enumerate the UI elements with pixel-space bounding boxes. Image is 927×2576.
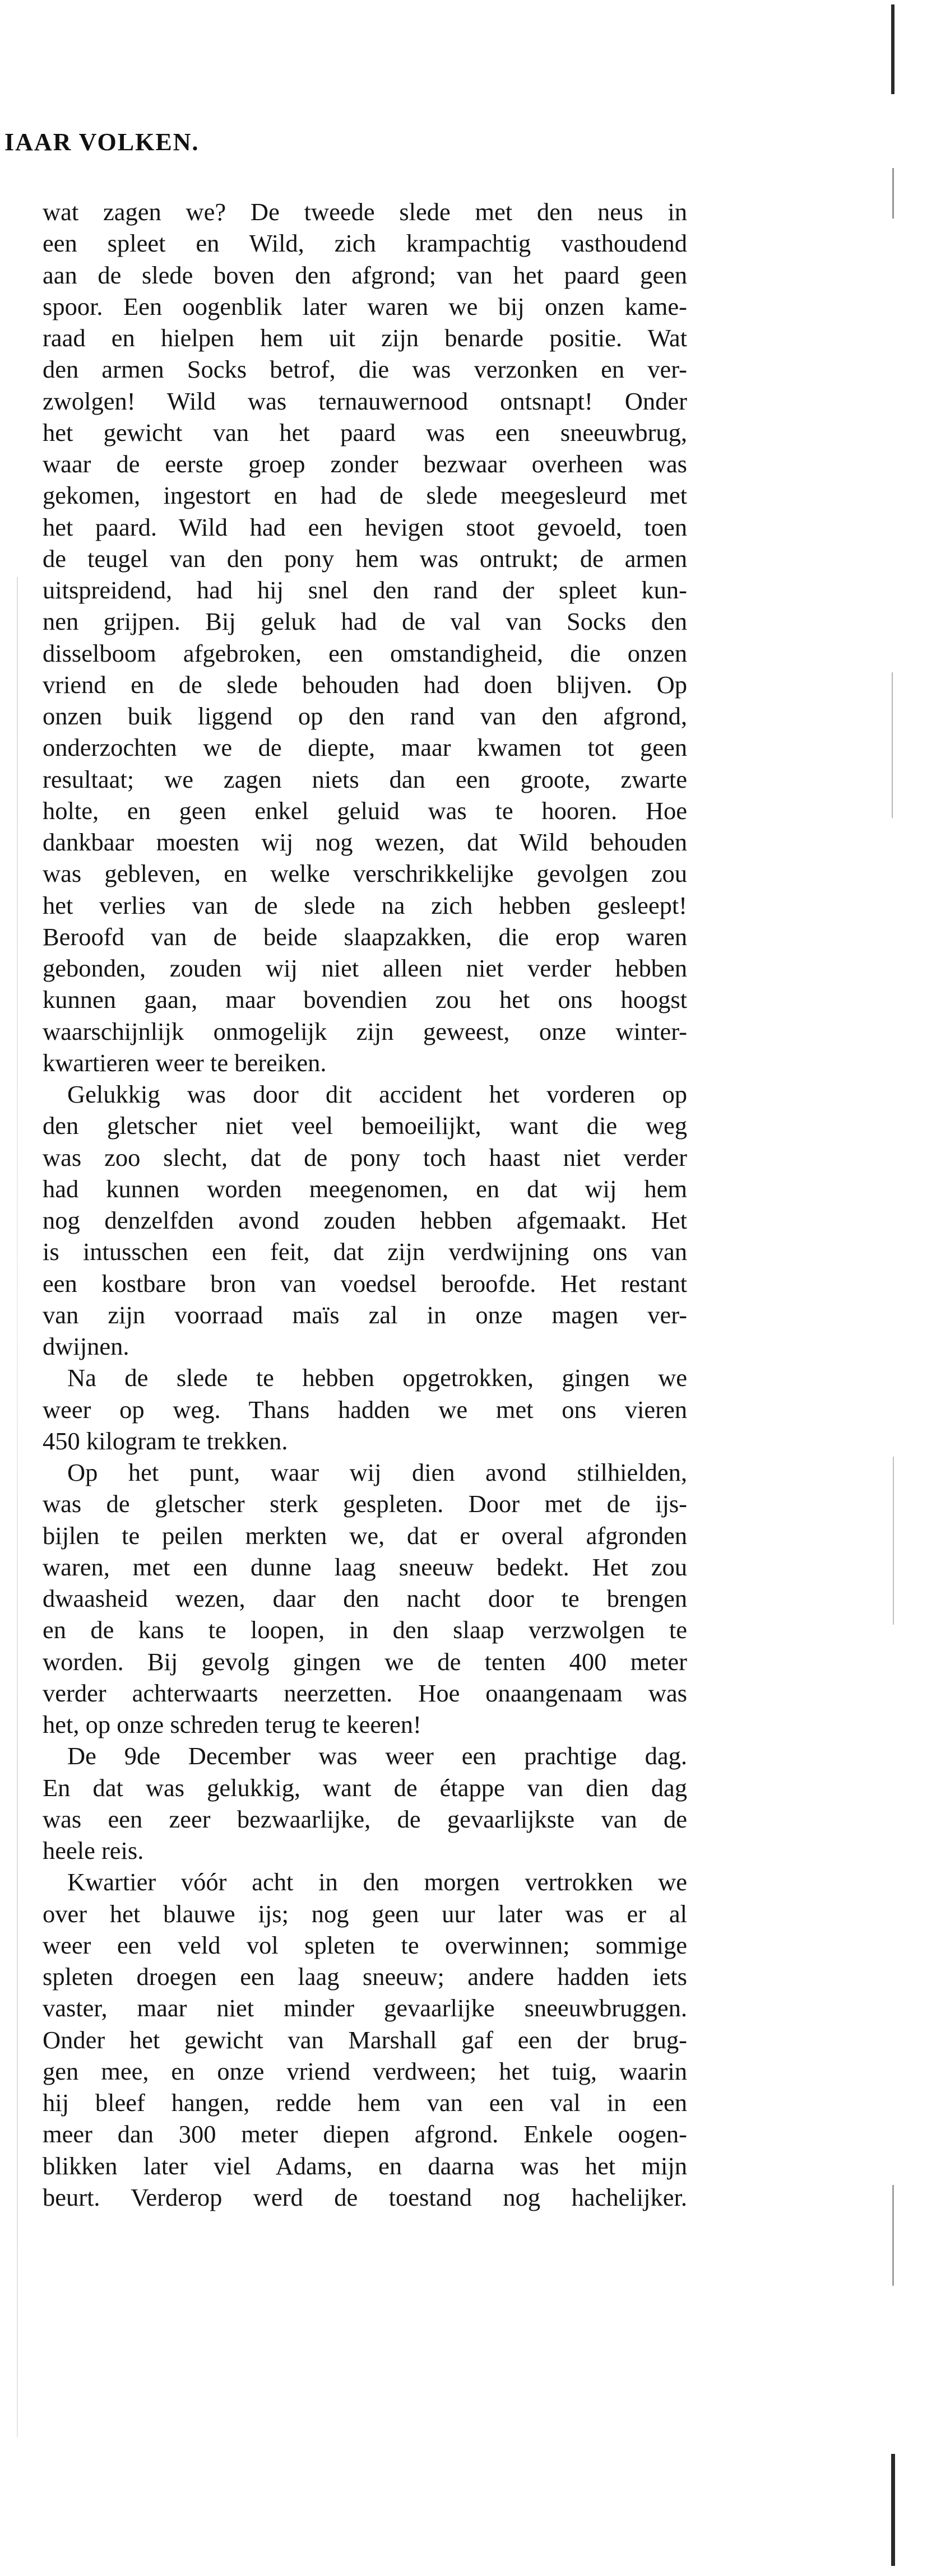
text-line: aan de slede boven den afgrond; van het paard geen <box>43 261 687 289</box>
text-line: het, op onze schreden terug te keeren! <box>43 1710 421 1738</box>
text-line: gen mee, en onze vriend verdween; het tuig, waarin <box>43 2057 687 2085</box>
body-text <box>43 196 687 2213</box>
text-line: is intusschen een feit, dat zijn verdwijning ons van <box>43 1238 687 1266</box>
text-line: spleten droegen een laag sneeuw; andere hadden iets <box>43 1963 687 1991</box>
text-line: wat zagen we? De tweede slede met den neus in <box>43 198 687 226</box>
text-line: gekomen, ingestort en had de slede meegesleurd met <box>43 481 687 510</box>
text-line: waren, met een dunne laag sneeuw bedekt. Het zou <box>43 1552 687 1581</box>
page-edge <box>881 0 903 2576</box>
text-line: beurt. Verderop werd de toestand nog hachelijker. <box>43 2183 687 2211</box>
text-line: weer op weg. Thans hadden we met ons vieren <box>43 1395 687 1424</box>
text-line: vaster, maar niet minder gevaarlijke sneeuwbruggen. <box>43 1994 687 2022</box>
text-line: den armen Socks betrof, die was verzonken en ver- <box>43 355 687 384</box>
text-line: 450 kilogram te trekken. <box>43 1426 288 1455</box>
text-line: Op het punt, waar wij dien avond stilhielden, <box>67 1458 687 1486</box>
text-line: waar de eerste groep zonder bezwaar overheen was <box>43 450 687 478</box>
text-line: Kwartier vóór acht in den morgen vertrokken we <box>67 1868 687 1896</box>
text-line: Gelukkig was door dit accident het vorderen op <box>67 1080 687 1108</box>
text-line: was zoo slecht, dat de pony toch haast niet verder <box>43 1143 687 1171</box>
text-line: was een zeer bezwaarlijke, de gevaarlijkste van de <box>43 1805 687 1833</box>
text-line: bijlen te peilen merkten we, dat er overal afgronden <box>43 1521 687 1550</box>
text-line: was gebleven, en welke verschrikkelijke gevolgen zou <box>43 859 687 888</box>
text-line: gebonden, zouden wij niet alleen niet verder hebben <box>43 954 687 982</box>
text-line: Beroofd van de beide slaapzakken, die erop waren <box>43 922 687 951</box>
text-line: De 9de December was weer een prachtige dag. <box>67 1742 687 1770</box>
text-line: uitspreidend, had hij snel den rand der spleet kun- <box>43 576 687 604</box>
text-line: weer een veld vol spleten te overwinnen; sommige <box>43 1931 687 1959</box>
text-line: Onder het gewicht van Marshall gaf een der brug- <box>43 2025 687 2054</box>
running-head: IAAR VOLKEN. <box>4 128 200 156</box>
text-line: meer dan 300 meter diepen afgrond. Enkele oogen- <box>43 2120 687 2149</box>
text-line: een spleet en Wild, zich krampachtig vasthoudend <box>43 229 687 258</box>
text-line: had kunnen worden meegenomen, en dat wij hem <box>43 1174 687 1203</box>
text-line: dwaasheid wezen, daar den nacht door te brengen <box>43 1584 687 1612</box>
text-line: het verlies van de slede na zich hebben gesleept! <box>43 891 687 919</box>
text-line: het gewicht van het paard was een sneeuwbrug, <box>43 418 687 447</box>
text-line: en de kans te loopen, in den slaap verzwolgen te <box>43 1616 687 1644</box>
text-line: onderzochten we de diepte, maar kwamen tot geen <box>43 733 687 762</box>
text-line: dwijnen. <box>43 1332 129 1360</box>
text-line: van zijn voorraad maïs zal in onze magen ver- <box>43 1300 687 1329</box>
text-line: verder achterwaarts neerzetten. Hoe onaangenaam was <box>43 1678 687 1707</box>
text-line: het paard. Wild had een hevigen stoot gevoeld, toen <box>43 513 687 541</box>
text-line: Na de slede te hebben opgetrokken, gingen we <box>67 1364 687 1392</box>
text-line: was de gletscher sterk gespleten. Door met de ijs- <box>43 1490 687 1518</box>
gutter-shadow <box>17 577 18 2437</box>
text-line: hij bleef hangen, redde hem van een val in een <box>43 2089 687 2117</box>
text-line: kunnen gaan, maar bovendien zou het ons hoogst <box>43 985 687 1014</box>
text-line: disselboom afgebroken, een omstandigheid, die onzen <box>43 639 687 667</box>
text-line: resultaat; we zagen niets dan een groote, zwarte <box>43 765 687 793</box>
text-line: den gletscher niet veel bemoeilijkt, want die weg <box>43 1112 687 1140</box>
text-line: blikken later viel Adams, en daarna was het mijn <box>43 2151 687 2180</box>
text-line: holte, en geen enkel geluid was te hooren. Hoe <box>43 796 687 825</box>
text-line: nog denzelfden avond zouden hebben afgemaakt. Het <box>43 1206 687 1234</box>
text-line: onzen buik liggend op den rand van den afgrond, <box>43 702 687 730</box>
text-line: kwartieren weer te bereiken. <box>43 1048 327 1077</box>
text-line: worden. Bij gevolg gingen we de tenten 400 meter <box>43 1647 687 1676</box>
text-line: heele reis. <box>43 1836 144 1864</box>
text-line: een kostbare bron van voedsel beroofde. Het restant <box>43 1269 687 1298</box>
text-line: over het blauwe ijs; nog geen uur later was er al <box>43 1899 687 1928</box>
text-line: spoor. Een oogenblik later waren we bij onzen kame- <box>43 292 687 320</box>
text-line: waarschijnlijk onmogelijk zijn geweest, onze winter- <box>43 1017 687 1045</box>
text-line: de teugel van den pony hem was ontrukt; de armen <box>43 544 687 573</box>
text-line: nen grijpen. Bij geluk had de val van Socks den <box>43 607 687 636</box>
text-line: En dat was gelukkig, want de étappe van dien dag <box>43 1773 687 1802</box>
text-line: dankbaar moesten wij nog wezen, dat Wild behouden <box>43 828 687 856</box>
text-line: zwolgen! Wild was ternauwernood ontsnapt! Onder <box>43 387 687 415</box>
text-line: vriend en de slede behouden had doen blijven. Op <box>43 670 687 699</box>
text-line: raad en hielpen hem uit zijn benarde positie. Wat <box>43 324 687 352</box>
